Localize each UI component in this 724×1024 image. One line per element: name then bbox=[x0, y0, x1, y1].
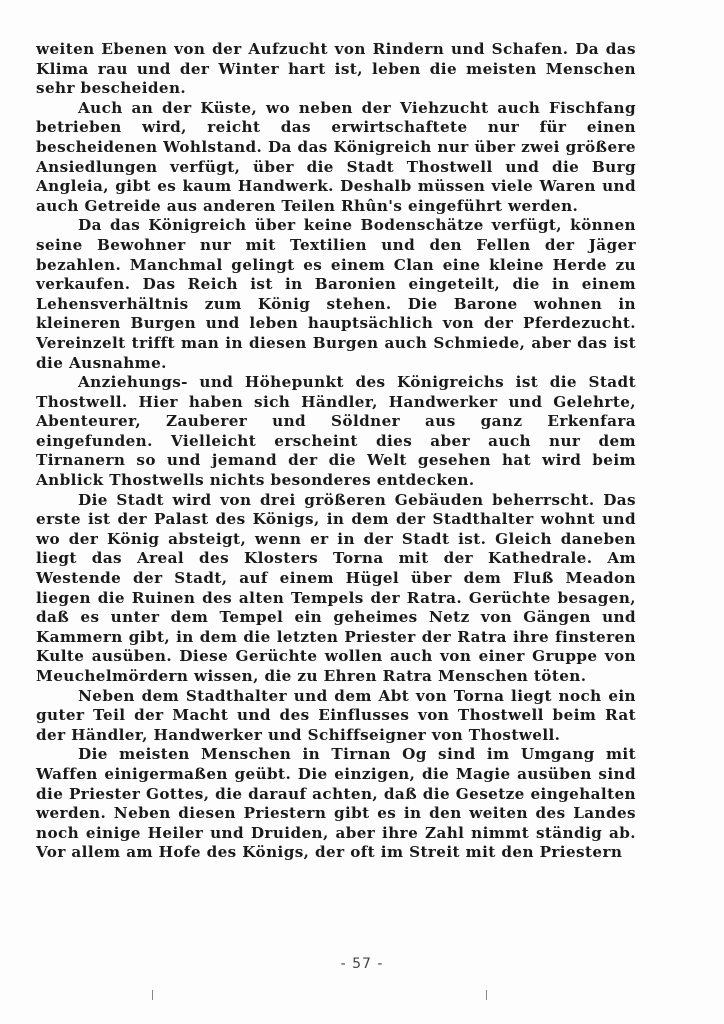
scan-mark-left bbox=[152, 990, 153, 1000]
paragraph-4: Anziehungs- und Höhepunkt des Königreichs ist die Stadt Thostwell. Hier haben sich Händler, Handwerker und Gelehrte, Abenteurer, Zauberer und Söldner aus ganz Erkenfara eingefunden. Vielleicht erscheint dies aber auch nur dem Tirnanern so und jemand der die Welt gesehen hat wird beim Anblick Thostwells nichts besonderes entdecken. bbox=[36, 373, 636, 490]
paragraph-7: Die meisten Menschen in Tirnan Og sind im Umgang mit Waffen einigermaßen geübt. Die einzigen, die Magie ausüben sind die Priester Gottes, die darauf achten, daß die Gesetze eingehalten werden. Neben diesen Priestern gibt es in den weiten des Landes noch einige Heiler und Druiden, aber ihre Zahl nimmt ständig ab. Vor allem am Hofe des Königs, der oft im Streit mit den Priestern bbox=[36, 745, 636, 862]
paragraph-1: weiten Ebenen von der Aufzucht von Rindern und Schafen. Da das Klima rau und der Winter hart ist, leben die meisten Menschen sehr bescheiden. bbox=[36, 40, 636, 98]
paragraph-5: Die Stadt wird von drei größeren Gebäuden beherrscht. Das erste ist der Palast des Königs, in dem der Stadthalter wohnt und wo der König absteigt, wenn er in der Stadt ist. Gleich daneben liegt das Areal des Klosters Torna mit der Kathedrale. Am Westende der Stadt, auf einem Hügel über dem Fluß Meadon liegen die Ruinen des alten Tempels der Ratra. Gerüchte besagen, daß es unter dem Tempel ein geheimes Netz von Gängen und Kammern gibt, in dem die letzten Priester der Ratra ihre finsteren Kulte ausüben. Diese Gerüchte wollen auch von einer Gruppe von Meuchelmördern wissen, die zu Ehren Ratra Menschen töten. bbox=[36, 490, 636, 685]
paragraph-6: Neben dem Stadthalter und dem Abt von Torna liegt noch ein guter Teil der Macht und des Einflusses von Thostwell beim Rat der Händler, Handwerker und Schiffseigner von Thostwell. bbox=[36, 686, 636, 744]
page-number: - 57 - bbox=[340, 956, 384, 972]
scan-mark-right bbox=[486, 990, 487, 1000]
paragraph-2: Auch an der Küste, wo neben der Viehzucht auch Fischfang betrieben wird, reicht das erwirtschaftete nur für einen bescheidenen Wohlstand. Da das Königreich nur über zwei größere Ansiedlungen verfügt, über die Stadt Thostwell und die Burg Angleia, gibt es kaum Handwerk. Deshalb müssen viele Waren und auch Getreide aus anderen Teilen Rhûn's eingeführt werden. bbox=[36, 98, 636, 215]
paragraph-3: Da das Königreich über keine Bodenschätze verfügt, können seine Bewohner nur mit Textilien und den Fellen der Jäger bezahlen. Manchmal gelingt es einem Clan eine kleine Herde zu verkaufen. Das Reich ist in Baronien eingeteilt, die in einem Lehensverhältnis zum König stehen. Die Barone wohnen in kleineren Burgen und leben hauptsächlich von der Pferdezucht. Vereinzelt trifft man in diesen Burgen auch Schmiede, aber das ist die Ausnahme. bbox=[36, 216, 636, 372]
body-text bbox=[36, 40, 636, 863]
